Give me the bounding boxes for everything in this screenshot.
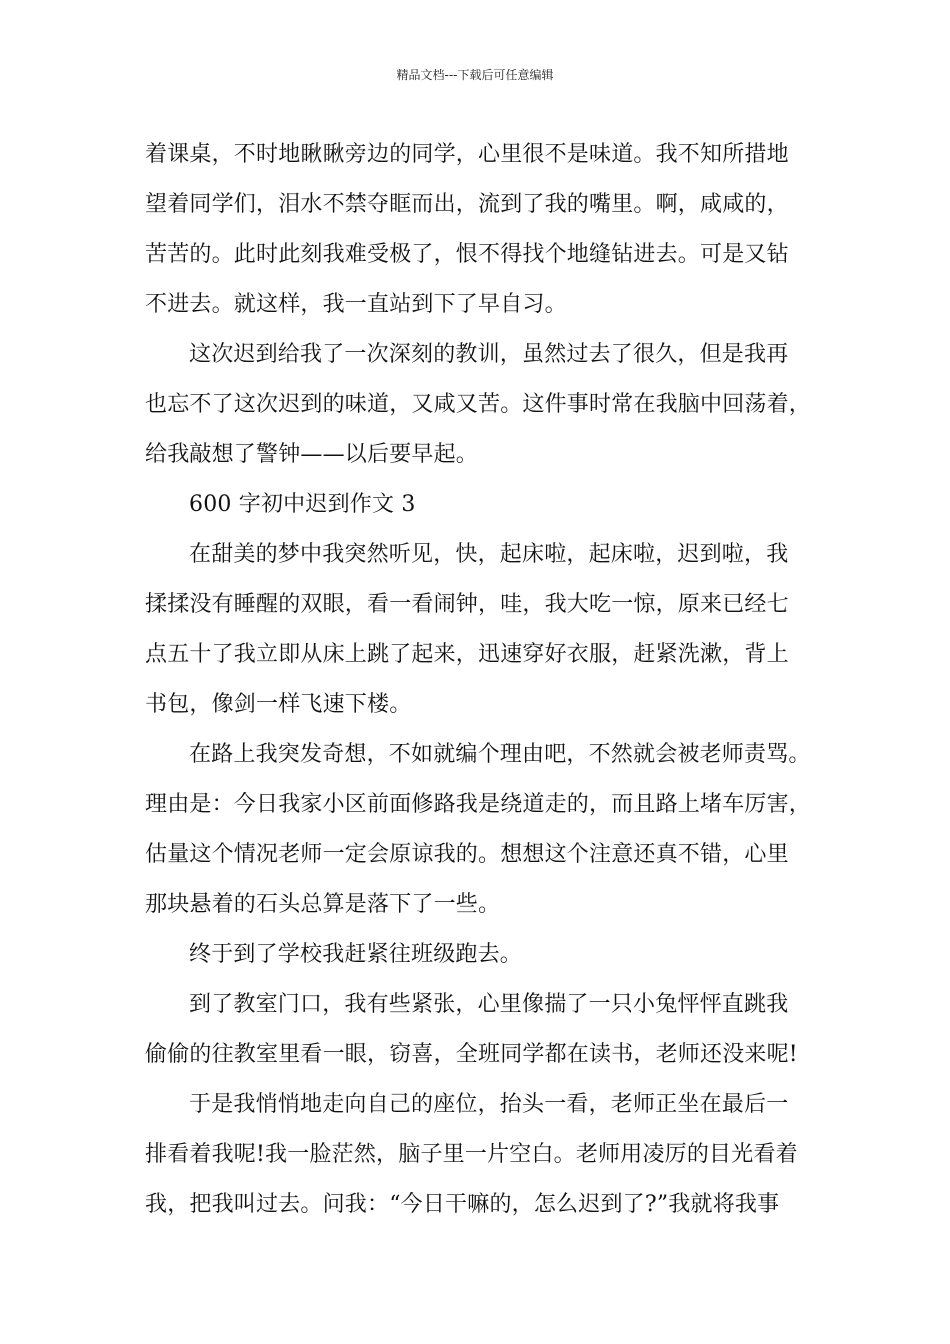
- text-line: 着课桌，不时地瞅瞅旁边的同学，心里很不是味道。我不知所措地: [145, 142, 789, 167]
- text-line: 苦苦的。此时此刻我难受极了，恨不得找个地缝钻进去。可是又钻: [145, 242, 789, 267]
- text-line: 我，把我叫过去。问我：“今日干嘛的，怎么迟到了?”我就将我事: [145, 1192, 780, 1217]
- text-line: 揉揉没有睡醒的双眼，看一看闹钟，哇，我大吃一惊，原来已经七: [145, 592, 789, 617]
- text-line: 理由是：今日我家小区前面修路我是绕道走的，而且路上堵车厉害，: [145, 792, 812, 817]
- text-line: 望着同学们，泪水不禁夺眶而出，流到了我的嘴里。啊，咸咸的，: [145, 192, 789, 217]
- page-header: 精品文档---下载后可任意编辑: [396, 68, 554, 82]
- paragraph-start-line: 于是我悄悄地走向自己的座位，抬头一看，老师正坐在最后一: [189, 1092, 789, 1117]
- text-line: 偷偷的往教室里看一眼，窃喜，全班同学都在读书，老师还没来呢!: [145, 1042, 798, 1067]
- text-line: 书包，像剑一样飞速下楼。: [145, 692, 412, 717]
- paragraph-start-line: 终于到了学校我赶紧往班级跑去。: [189, 942, 523, 967]
- text-line: 那块悬着的石头总算是落下了一些。: [145, 892, 501, 917]
- text-line: 给我敲想了警钟——以后要早起。: [145, 442, 479, 467]
- text-line: 排看着我呢!我一脸茫然，脑子里一片空白。老师用凌厉的目光看着: [145, 1142, 798, 1167]
- text-line: 估量这个情况老师一定会原谅我的。想想这个注意还真不错，心里: [145, 842, 789, 867]
- paragraph-start-line: 到了教室门口，我有些紧张，心里像揣了一只小兔怦怦直跳我: [189, 992, 789, 1017]
- text-line: 点五十了我立即从床上跳了起来，迅速穿好衣服，赶紧洗漱，背上: [145, 642, 789, 667]
- paragraph-start-line: 600 字初中迟到作文 3: [189, 492, 416, 517]
- document-body: [145, 130, 815, 1230]
- paragraph-start-line: 这次迟到给我了一次深刻的教训，虽然过去了很久，但是我再: [189, 342, 789, 367]
- paragraph-start-line: 在甜美的梦中我突然听见，快，起床啦，起床啦，迟到啦，我: [189, 542, 789, 567]
- text-line: 也忘不了这次迟到的味道，又咸又苦。这件事时常在我脑中回荡着，: [145, 392, 812, 417]
- text-line: 不进去。就这样，我一直站到下了早自习。: [145, 292, 567, 317]
- paragraph-start-line: 在路上我突发奇想，不如就编个理由吧，不然就会被老师责骂。: [189, 742, 811, 767]
